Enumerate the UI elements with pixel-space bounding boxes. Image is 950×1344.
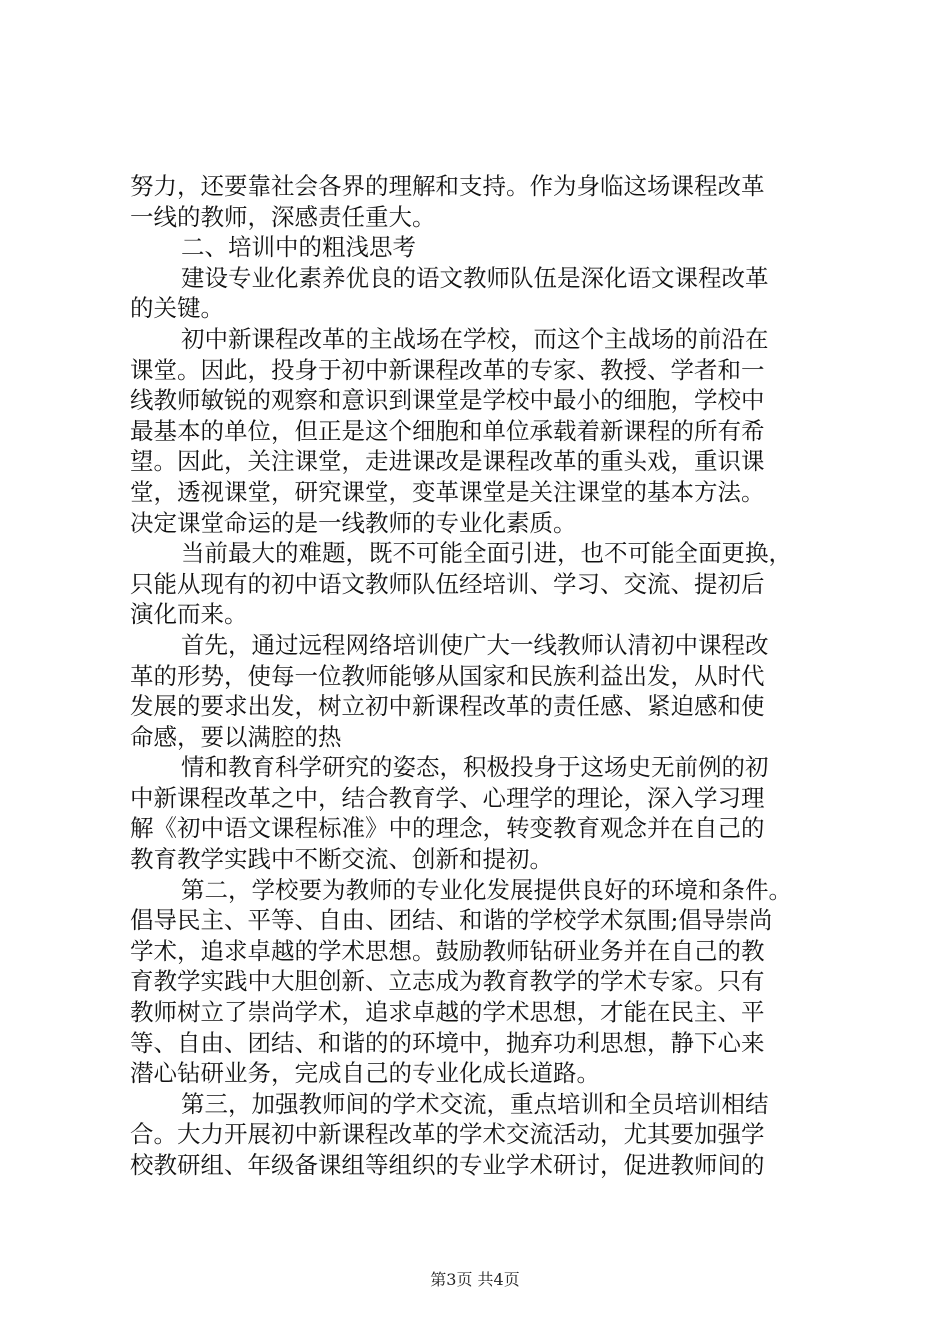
text-line: 第三，加强教师间的学术交流，重点培训和全员培训相结 [181,1089,769,1118]
text-line: 首先，通过远程网络培训使广大一线教师认清初中课程改 [181,630,769,659]
text-line: 教育教学实践中不断交流、创新和提初。 [130,845,553,874]
text-line: 望。因此，关注课堂，走进课改是课程改革的重头戏，重识课 [130,447,765,476]
text-line: 倡导民主、平等、自由、团结、和谐的学校学术氛围;倡导崇尚 [130,906,773,935]
text-line: 决定课堂命运的是一线教师的专业化素质。 [130,508,577,537]
text-line: 情和教育科学研究的姿态，积极投身于这场史无前例的初 [181,753,769,782]
text-line: 堂，透视课堂，研究课堂，变革课堂是关注课堂的基本方法。 [130,477,765,506]
text-line: 线教师敏锐的观察和意识到课堂是学校中最小的细胞，学校中 [130,386,765,415]
text-line: 革的形势，使每一位教师能够从国家和民族利益出发，从时代 [130,661,765,690]
text-line: 只能从现有的初中语文教师队伍经培训、学习、交流、提初后 [130,569,765,598]
text-line: 努力，还要靠社会各界的理解和支持。作为身临这场课程改革 [130,172,765,200]
text-line: 解《初中语文课程标准》中的理念，转变教育观念并在自己的 [130,814,765,843]
text-line: 当前最大的难题，既不可能全面引进，也不可能全面更换， [181,539,792,568]
text-line: 学术，追求卓越的学术思想。鼓励教师钻研业务并在自己的教 [130,936,765,965]
text-line: 中新课程改革之中，结合教育学、心理学的理论，深入学习理 [130,783,765,812]
text-line: 第二，学校要为教师的专业化发展提供良好的环境和条件。 [181,875,792,904]
text-line: 校教研组、年级备课组等组织的专业学术研讨，促进教师间的 [130,1151,765,1179]
body-text [130,171,830,1181]
text-line: 教师树立了崇尚学术，追求卓越的学术思想，才能在民主、平 [130,998,765,1027]
text-line: 一线的教师，深感责任重大。 [130,202,436,231]
page-footer: 第3页 共4页 [430,1270,520,1289]
text-line: 初中新课程改革的主战场在学校，而这个主战场的前沿在 [181,324,769,353]
text-line: 命感，要以满腔的热 [130,722,342,751]
text-line: 合。大力开展初中新课程改革的学术交流活动，尤其要加强学 [130,1120,765,1149]
text-line: 育教学实践中大胆创新、立志成为教育教学的学术专家。只有 [130,967,765,996]
text-line: 课堂。因此，投身于初中新课程改革的专家、教授、学者和一 [130,355,765,384]
text-line: 演化而来。 [130,600,248,629]
text-line: 二、培训中的粗浅思考 [181,233,416,262]
text-line: 最基本的单位，但正是这个细胞和单位承载着新课程的所有希 [130,416,765,445]
text-line: 的关键。 [130,294,224,323]
text-line: 建设专业化素养优良的语文教师队伍是深化语文课程改革 [181,263,769,292]
text-line: 发展的要求出发，树立初中新课程改革的责任感、紧迫感和使 [130,692,765,721]
text-line: 潜心钻研业务，完成自己的专业化成长道路。 [130,1059,600,1088]
text-line: 等、自由、团结、和谐的的环境中，抛弃功利思想，静下心来 [130,1028,765,1057]
